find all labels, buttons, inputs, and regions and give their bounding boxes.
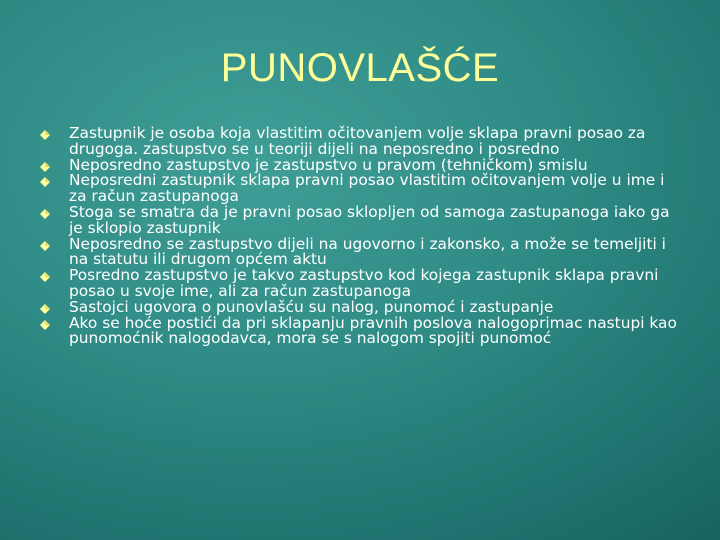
diamond-bullet-icon <box>40 130 50 140</box>
bullet-item <box>36 234 686 269</box>
slide-title: PUNOVLAŠĆE <box>220 46 500 90</box>
bullet-item <box>36 268 686 300</box>
diamond-bullet-icon <box>40 209 50 219</box>
bullet-text: Posredno zastupstvo je takvo zastupstvo kod kojega zastupnik sklapa pravni posao u svoje ime, ali za račun zastupanoga <box>69 266 659 300</box>
bullet-item <box>36 202 686 237</box>
bullet-text: Neposredno zastupstvo je zastupstvo u pravom (tehničkom) smislu <box>69 155 588 174</box>
bullet-item <box>36 126 686 158</box>
bullet-item <box>36 173 686 205</box>
bullet-item <box>36 313 686 348</box>
diamond-bullet-icon <box>40 241 50 251</box>
diamond-bullet-icon <box>40 272 50 282</box>
bullet-text: Ako se hoće postići da pri sklapanju pravnih poslova nalogoprimac nastupi kao punomoćnik nalogodavca, mora se s nalogom spojiti punomoć <box>69 313 677 348</box>
diamond-bullet-icon <box>40 320 50 330</box>
bullet-list <box>36 126 686 347</box>
diamond-bullet-icon <box>40 177 50 187</box>
bullet-text: Stoga se smatra da je pravni posao sklopljen od samoga zastupanoga iako ga je sklopio zastupnik <box>69 202 670 237</box>
bullet-text: Sastojci ugovora o punovlašću su nalog, punomoć i zastupanje <box>69 297 554 316</box>
diamond-bullet-icon <box>40 162 50 172</box>
bullet-text: Zastupnik je osoba koja vlastitim očitovanjem volje sklapa pravni posao za drugoga. zastupstvo se u teoriji dijeli na neposredno i posredno <box>69 124 646 158</box>
bullet-text: Neposredni zastupnik sklapa pravni posao vlastitim očitovanjem volje u ime i za račun zastupanoga <box>69 171 665 206</box>
diamond-bullet-icon <box>40 304 50 314</box>
bullet-text: Neposredno se zastupstvo dijeli na ugovorno i zakonsko, a može se temeljiti i na statutu ili drugom općem aktu <box>69 234 666 269</box>
